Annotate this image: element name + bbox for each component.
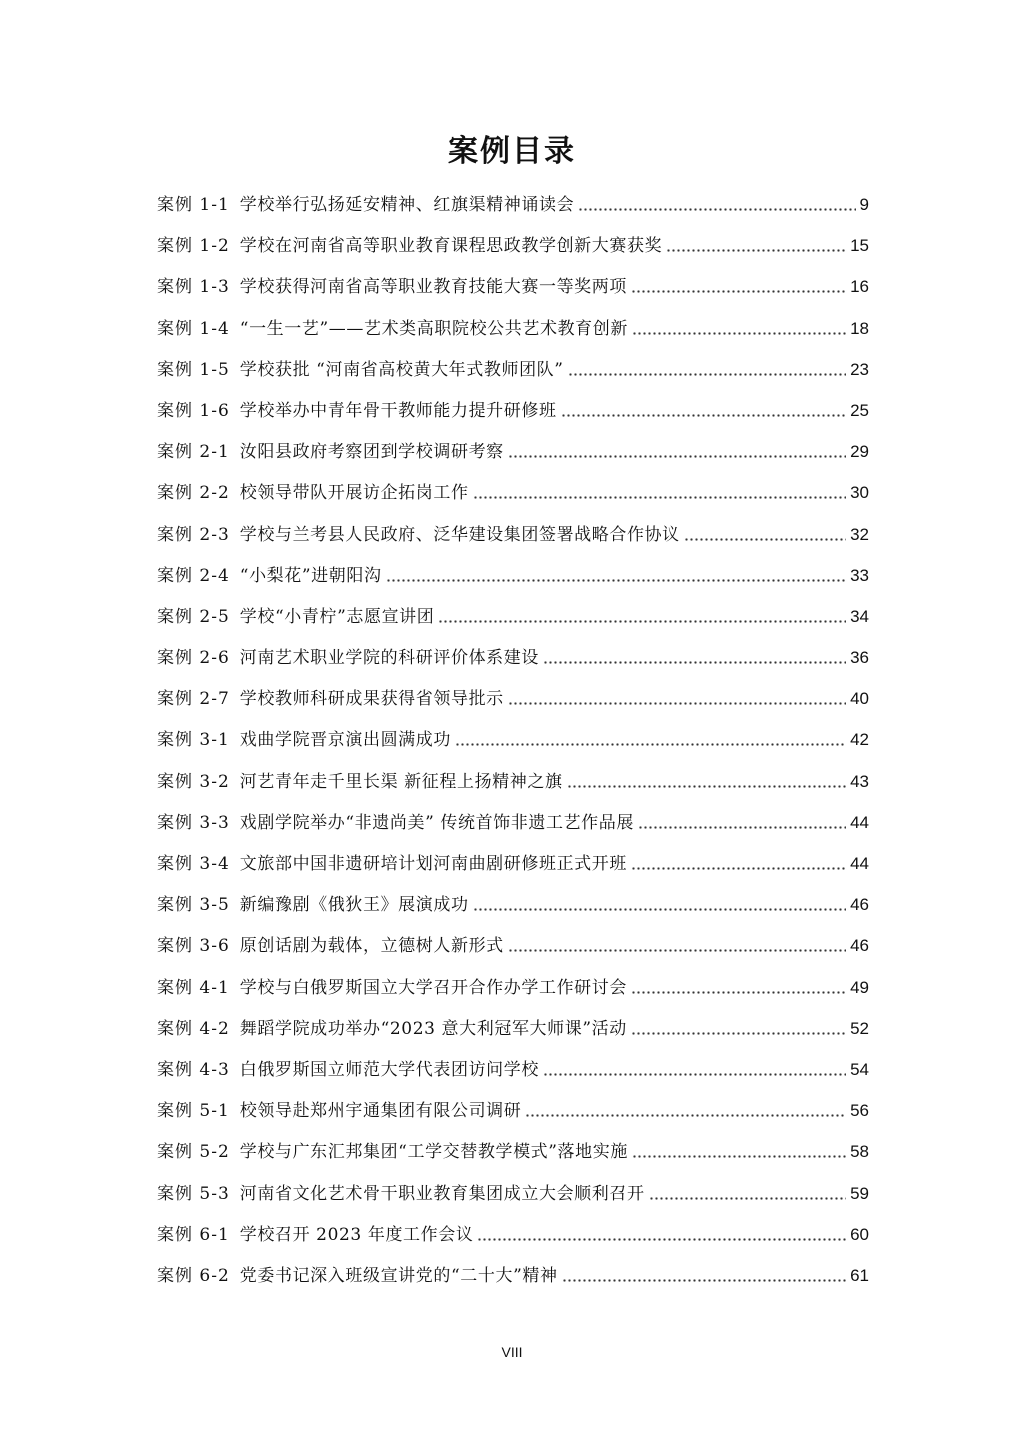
toc-entry-page-number: 49 <box>850 977 869 997</box>
toc-entry-label: 案例 5-2 <box>157 1142 230 1163</box>
toc-entry-page-number: 29 <box>850 442 869 462</box>
toc-entry[interactable] <box>157 637 869 678</box>
dot-leader <box>632 1146 846 1158</box>
toc-entry-title: “小梨花”进朝阳沟 <box>239 565 382 586</box>
dot-leader <box>567 776 846 788</box>
toc-entry-label: 案例 3-1 <box>157 730 230 751</box>
toc-entry-page-number: 60 <box>850 1224 869 1244</box>
toc-entry-label: 案例 2-4 <box>157 565 230 586</box>
dot-leader <box>386 570 847 582</box>
toc-entry-label: 案例 5-3 <box>157 1183 230 1204</box>
toc-entry-page-number: 46 <box>850 895 869 915</box>
toc-entry-label: 案例 2-1 <box>157 442 230 463</box>
toc-entry-page-number: 34 <box>850 606 869 626</box>
toc-entry-title: 河南艺术职业学院的科研评价体系建设 <box>239 648 539 669</box>
toc-entry-page-number: 44 <box>850 812 869 832</box>
toc-entry[interactable] <box>157 761 869 802</box>
toc-entry-page-number: 59 <box>850 1183 869 1203</box>
toc-entry[interactable] <box>157 1214 869 1255</box>
toc-entry-label: 案例 6-2 <box>157 1265 230 1286</box>
toc-entry-page-number: 16 <box>850 277 869 297</box>
page-title: 案例目录 <box>448 134 576 169</box>
toc-entry-title: 舞蹈学院成功举办“2023 意大利冠军大师课”活动 <box>239 1018 627 1039</box>
toc-entry[interactable] <box>157 678 869 719</box>
toc-entry[interactable] <box>157 967 869 1008</box>
toc-entry-title: 学校举办中青年骨干教师能力提升研修班 <box>239 400 557 421</box>
dot-leader <box>631 281 846 293</box>
toc-entry[interactable] <box>157 514 869 555</box>
dot-leader <box>638 817 846 829</box>
toc-entry-label: 案例 1-2 <box>157 236 230 257</box>
toc-entry-label: 案例 1-5 <box>157 359 230 380</box>
toc-entry[interactable] <box>157 925 869 966</box>
toc-entry[interactable] <box>157 472 869 513</box>
toc-entry-label: 案例 2-6 <box>157 648 230 669</box>
toc-entry-page-number: 42 <box>850 730 869 750</box>
dot-leader <box>477 1229 846 1241</box>
toc-entry-page-number: 61 <box>850 1265 869 1285</box>
toc-entry-title: “一生一艺”——艺术类高职院校公共艺术教育创新 <box>239 318 628 339</box>
dot-leader <box>684 529 846 541</box>
toc-entry-title: 新编豫剧《俄狄王》展演成功 <box>239 895 469 916</box>
toc-entry-label: 案例 5-1 <box>157 1101 230 1122</box>
toc-entry-title: 学校与广东汇邦集团“工学交替教学模式”落地实施 <box>239 1142 628 1163</box>
toc-entry[interactable] <box>157 719 869 760</box>
toc-entry-page-number: 36 <box>850 648 869 668</box>
toc-entry-page-number: 33 <box>850 565 869 585</box>
toc-entry-title: 文旅部中国非遗研培计划河南曲剧研修班正式开班 <box>239 854 627 874</box>
toc-entry[interactable] <box>157 555 869 596</box>
toc-entry-title: 戏剧学院举办“非遗尚美” 传统首饰非遗工艺作品展 <box>239 812 634 833</box>
toc-entry-title: 戏曲学院晋京演出圆满成功 <box>239 730 451 751</box>
toc-entry-page-number: 25 <box>850 400 869 420</box>
toc-entry-title: 学校在河南省高等职业教育课程思政教学创新大赛获奖 <box>239 236 663 257</box>
toc-entry[interactable] <box>157 596 869 637</box>
dot-leader <box>455 734 846 746</box>
toc-entry[interactable] <box>157 843 869 884</box>
toc-entry-label: 案例 2-7 <box>157 689 230 710</box>
toc-entry[interactable] <box>157 884 869 925</box>
dot-leader <box>473 487 846 499</box>
toc-entry-title: 学校“小青柠”志愿宣讲团 <box>239 606 435 627</box>
dot-leader <box>631 1023 846 1035</box>
toc-entry[interactable] <box>157 1008 869 1049</box>
toc-entry-label: 案例 3-5 <box>157 895 230 916</box>
dot-leader <box>631 858 846 870</box>
toc-entry-label: 案例 3-3 <box>157 812 230 833</box>
toc-entry-page-number: 44 <box>850 854 869 873</box>
toc-entry[interactable] <box>157 1090 869 1131</box>
dot-leader <box>525 1105 846 1117</box>
toc-entry-page-number: 18 <box>850 318 869 338</box>
dot-leader <box>649 1188 846 1200</box>
toc-entry-page-number: 23 <box>850 359 869 379</box>
toc-entry-page-number: 32 <box>850 524 869 544</box>
toc-entry-title: 学校与兰考县人民政府、泛华建设集团签署战略合作协议 <box>239 524 680 545</box>
toc-entry-label: 案例 2-3 <box>157 524 230 545</box>
toc-entry-title: 学校获得河南省高等职业教育技能大赛一等奖两项 <box>239 277 627 298</box>
toc-entry-title: 汝阳县政府考察团到学校调研考察 <box>239 442 504 463</box>
toc-entry-label: 案例 3-6 <box>157 936 230 957</box>
toc-entry-page-number: 56 <box>850 1101 869 1121</box>
toc-entry-label: 案例 4-1 <box>157 977 230 998</box>
dot-leader <box>438 611 846 623</box>
toc-entry-title: 原创话剧为载体，立德树人新形式 <box>239 936 504 957</box>
toc-entry-title: 白俄罗斯国立师范大学代表团访问学校 <box>239 1059 539 1080</box>
toc-entry-title: 学校举行弘扬延安精神、红旗渠精神诵读会 <box>239 195 575 215</box>
dot-leader <box>561 405 846 417</box>
toc-entry-page-number: 54 <box>850 1059 869 1079</box>
toc-entry-title: 学校召开 2023 年度工作会议 <box>239 1224 474 1245</box>
dot-leader <box>543 1064 846 1076</box>
dot-leader <box>508 446 846 458</box>
toc-entry-page-number: 15 <box>850 236 869 256</box>
toc-entry-title: 河南省文化艺术骨干职业教育集团成立大会顺利召开 <box>239 1183 645 1204</box>
toc-entry-label: 案例 6-1 <box>157 1224 230 1245</box>
toc-entry-label: 案例 1-6 <box>157 400 230 421</box>
dot-leader <box>632 323 846 335</box>
toc-entry-page-number: 43 <box>850 771 869 791</box>
dot-leader <box>562 1270 847 1282</box>
dot-leader <box>508 693 846 705</box>
toc-entry[interactable] <box>157 266 869 307</box>
toc-entry-title: 学校与白俄罗斯国立大学召开合作办学工作研讨会 <box>239 977 627 998</box>
toc-entry-label: 案例 2-5 <box>157 606 230 627</box>
toc-entry-page-number: 58 <box>850 1142 869 1162</box>
toc-entry-title: 河艺青年走千里长渠 新征程上扬精神之旗 <box>239 771 563 792</box>
toc-entry-title: 校领导赴郑州宇通集团有限公司调研 <box>239 1101 522 1122</box>
toc-entry-title: 学校获批 “河南省高校黄大年式教师团队” <box>239 359 564 380</box>
toc-entry-label: 案例 1-1 <box>157 195 230 215</box>
dot-leader <box>578 199 855 211</box>
footer-page-number: VIII <box>501 1344 523 1360</box>
table-of-contents <box>157 184 869 1296</box>
toc-entry-label: 案例 4-3 <box>157 1059 230 1080</box>
toc-entry[interactable] <box>157 1255 869 1296</box>
dot-leader <box>508 940 846 952</box>
toc-entry-label: 案例 3-4 <box>157 854 230 874</box>
dot-leader <box>543 652 846 664</box>
toc-entry-label: 案例 3-2 <box>157 771 230 792</box>
toc-entry[interactable] <box>157 1049 869 1090</box>
toc-entry-page-number: 9 <box>859 195 869 214</box>
toc-entry[interactable] <box>157 1173 869 1214</box>
toc-entry-title: 党委书记深入班级宣讲党的“二十大”精神 <box>239 1265 558 1286</box>
toc-entry[interactable] <box>157 184 869 225</box>
toc-entry-page-number: 40 <box>850 689 869 709</box>
toc-entry-label: 案例 1-3 <box>157 277 230 298</box>
toc-entry-page-number: 30 <box>850 483 869 503</box>
toc-entry-label: 案例 2-2 <box>157 483 230 504</box>
toc-entry[interactable] <box>157 225 869 266</box>
toc-entry[interactable] <box>157 308 869 349</box>
toc-entry[interactable] <box>157 1131 869 1172</box>
dot-leader <box>631 982 846 994</box>
dot-leader <box>568 364 847 376</box>
toc-entry[interactable] <box>157 802 869 843</box>
toc-entry[interactable] <box>157 431 869 472</box>
toc-entry-page-number: 46 <box>850 936 869 956</box>
toc-entry-title: 学校教师科研成果获得省领导批示 <box>239 689 504 710</box>
toc-entry[interactable] <box>157 390 869 431</box>
toc-entry-title: 校领导带队开展访企拓岗工作 <box>239 483 469 504</box>
toc-entry-label: 案例 4-2 <box>157 1018 230 1039</box>
toc-entry-page-number: 52 <box>850 1018 869 1038</box>
toc-entry[interactable] <box>157 349 869 390</box>
toc-entry-label: 案例 1-4 <box>157 318 230 339</box>
dot-leader <box>473 899 846 911</box>
dot-leader <box>666 240 846 252</box>
